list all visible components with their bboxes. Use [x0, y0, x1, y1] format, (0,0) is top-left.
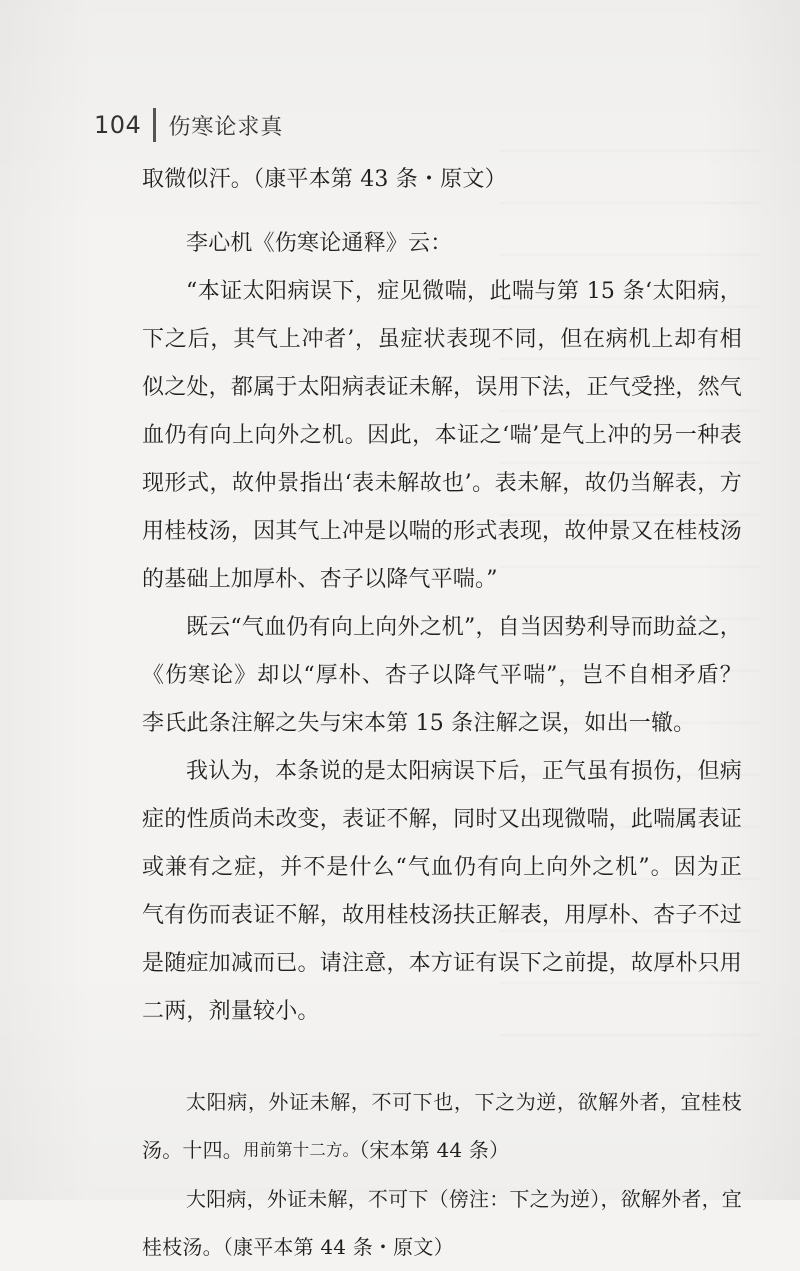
paragraph-6 [142, 1078, 742, 1175]
header-divider [153, 108, 156, 142]
page-header [94, 108, 283, 142]
paragraph-6-main: 太阳病，外证未解，不可下也，下之为逆，欲解外者，宜桂枝汤。十四。 [142, 1090, 742, 1162]
paragraph-3: “本证太阳病误下，症见微喘，此喘与第 15 条‘太阳病，下之后，其气上冲者’，虽症状表现不同，但在病机上却有相似之处，都属于太阳病表证未解，误用下法，正气受挫，然气血仍有向上向外之机。因此，本证之‘喘’是气上冲的另一种表现形式，故仲景指出‘表未解故也’。表未解，故仍当解表，方用桂枝汤，因其气上冲是以喘的形式表现，故仲景又在桂枝汤的基础上加厚朴、杏子以降气平喘。” [142, 279, 742, 592]
paragraph-4: 既云“气血仍有向上向外之机”，自当因势利导而助益之，《伤寒论》却以“厚朴、杏子以降气平喘”，岂不自相矛盾？李氏此条注解之失与宋本第 15 条注解之误，如出一辙。 [142, 615, 742, 736]
paragraph-7: 大阳病，外证未解，不可下（傍注：下之为逆），欲解外者，宜桂枝汤。（康平本第 44 条・原文） [142, 1186, 742, 1259]
paragraph-2: 李心机《伤寒论通释》云： [186, 231, 453, 256]
paragraph-1: 取微似汗。（康平本第 43 条・原文） [142, 167, 507, 192]
paragraph-5: 我认为，本条说的是太阳病误下后，正气虽有损伤，但病症的性质尚未改变，表证不解，同时又出现微喘，此喘属表证或兼有之症，并不是什么“气血仍有向上向外之机”。因为正气有伤而表证不解，故用桂枝汤扶正解表，用厚朴、杏子不过是随症加减而已。请注意，本方证有误下之前提，故厚朴只用二两，剂量较小。 [142, 759, 742, 1024]
paragraph-6-tail: （宋本第 44 条） [359, 1138, 510, 1162]
book-title: 伤寒论求真 [168, 114, 284, 140]
paragraph-6-note: 用前第十二方。 [243, 1140, 360, 1160]
page-number: 104 [94, 111, 142, 139]
page-content [142, 156, 742, 1271]
